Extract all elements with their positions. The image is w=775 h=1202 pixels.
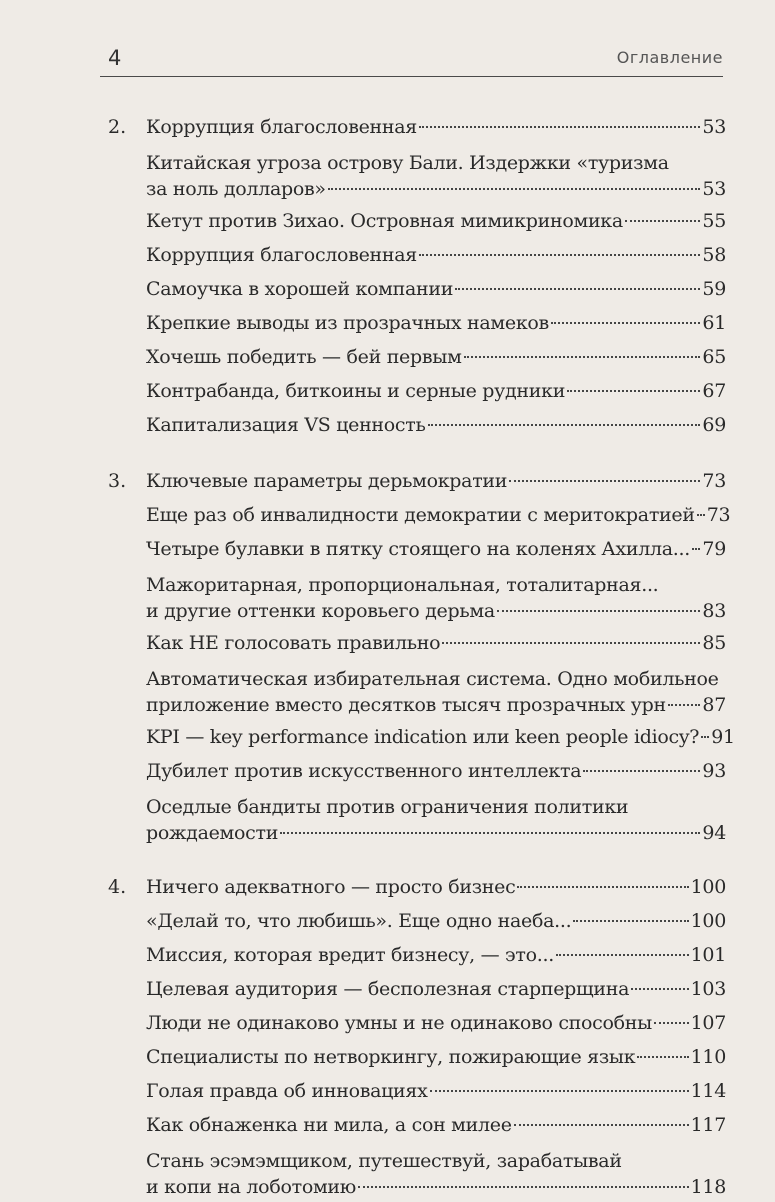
dot-leader [567, 390, 700, 392]
page-ref: 103 [690, 978, 726, 1000]
entry-title: Люди не одинаково умны и не одинаково способны [146, 1012, 652, 1034]
toc-entry [146, 660, 726, 720]
section-number: 4. [108, 876, 127, 898]
entry-title: Как НЕ голосовать правильно [146, 632, 441, 654]
page-ref: 61 [702, 312, 726, 334]
page-ref: 53 [702, 116, 726, 138]
entry-title-line: и другие оттенки коровьего дерьма [146, 600, 495, 622]
entry-title-line: Стань эсэмэмщиком, путешествуй, зарабатывай [146, 1150, 622, 1172]
dot-leader [637, 1056, 688, 1058]
page-ref: 118 [690, 1176, 726, 1198]
toc-entry [146, 904, 726, 938]
entry-title: Контрабанда, биткоины и серные рудники [146, 380, 566, 402]
dot-leader [692, 548, 700, 550]
entry-title: Капитализация VS ценность [146, 414, 426, 436]
dot-leader [551, 322, 700, 324]
dot-leader [419, 254, 700, 256]
toc-entry [146, 238, 726, 272]
table-of-contents [108, 110, 735, 1202]
dot-leader [497, 610, 701, 612]
page-ref: 101 [690, 944, 726, 966]
page-ref: 91 [711, 726, 735, 748]
toc-entry [146, 1142, 726, 1202]
page-header [100, 46, 723, 77]
page-ref: 73 [706, 504, 731, 526]
toc-entry [146, 1006, 726, 1040]
page-ref: 114 [690, 1080, 726, 1102]
page-number: 4 [108, 46, 122, 70]
toc-entry [146, 938, 726, 972]
entry-title-line: за ноль долларов» [146, 178, 326, 200]
dot-leader [442, 642, 700, 644]
page-ref: 73 [702, 470, 726, 492]
toc-entry [146, 1040, 726, 1074]
section-number: 2. [108, 116, 127, 138]
dot-leader [631, 988, 688, 990]
page-ref: 100 [690, 910, 726, 932]
dot-leader [514, 1124, 689, 1126]
dot-leader [328, 188, 701, 190]
entry-title: Четыре булавки в пятку стоящего на коленях Ахилла... [146, 538, 691, 560]
section-title: Коррупция благословенная [146, 116, 417, 138]
toc-entry [146, 626, 726, 660]
page-ref: 87 [702, 694, 726, 716]
page-ref: 93 [702, 760, 726, 782]
entry-title: Как обнаженка ни мила, а сон милее [146, 1114, 512, 1136]
entry-title: Самоучка в хорошей компании [146, 278, 454, 300]
dot-leader [455, 288, 700, 290]
section-title: Ключевые параметры дерьмократии [146, 470, 508, 492]
section-spacer [108, 848, 726, 870]
entry-title: Крепкие выводы из прозрачных намеков [146, 312, 549, 334]
entry-title: Целевая аудитория — бесполезная старперщина [146, 978, 630, 1000]
toc-entry [146, 972, 726, 1006]
entry-title: Голая правда об инновациях [146, 1080, 428, 1102]
dot-leader [509, 480, 700, 482]
toc-section-4 [108, 870, 726, 1202]
page-ref: 79 [702, 538, 726, 560]
page-ref: 59 [702, 278, 726, 300]
dot-leader [517, 886, 688, 888]
dot-leader [701, 736, 709, 738]
toc-entry [146, 1108, 726, 1142]
dot-leader [654, 1022, 689, 1024]
dot-leader [625, 220, 701, 222]
entry-title-line: и копи на лоботомию [146, 1176, 357, 1198]
entry-title: Дубилет против искусственного интеллекта [146, 760, 582, 782]
page-ref: 94 [702, 822, 726, 844]
toc-entry [146, 374, 726, 408]
entry-title: Кетут против Зихао. Островная мимикриномика [146, 210, 623, 232]
entry-title: KPI — key performance indication или keen people idiocy? [146, 726, 700, 748]
toc-entry [146, 788, 726, 848]
toc-entry [146, 532, 726, 566]
dot-leader [358, 1186, 689, 1188]
page-ref: 110 [690, 1046, 726, 1068]
section-spacer [108, 442, 726, 464]
page-ref: 100 [690, 876, 726, 898]
toc-entry [146, 1074, 726, 1108]
dot-leader [583, 770, 700, 772]
toc-entry [146, 408, 726, 442]
toc-section-3 [108, 464, 735, 848]
entry-title-line: Мажоритарная, пропорциональная, тоталитарная... [146, 574, 659, 596]
dot-leader [668, 704, 701, 706]
page-ref: 69 [702, 414, 726, 436]
entry-title: Хочешь победить — бей первым [146, 346, 462, 368]
entry-title: Миссия, которая вредит бизнесу, — это... [146, 944, 554, 966]
toc-section-2 [108, 110, 726, 442]
page-ref: 55 [702, 210, 726, 232]
section-number: 3. [108, 470, 127, 492]
entry-title-line: приложение вместо десятков тысяч прозрачных урн [146, 694, 666, 716]
section-heading [146, 464, 726, 498]
page-ref: 107 [690, 1012, 726, 1034]
toc-entry [146, 754, 726, 788]
section-title: Ничего адекватного — просто бизнес [146, 876, 516, 898]
dot-leader [464, 356, 701, 358]
dot-leader [419, 126, 700, 128]
entry-title: Еще раз об инвалидности демократии с меритократией [146, 504, 695, 526]
dot-leader [430, 1090, 689, 1092]
dot-leader [280, 832, 700, 834]
entry-title-line: рождаемости [146, 822, 279, 844]
dot-leader [428, 424, 701, 426]
page-ref: 53 [702, 178, 726, 200]
dot-leader [697, 514, 705, 516]
toc-entry [146, 144, 726, 204]
dot-leader [573, 920, 688, 922]
page-ref: 67 [702, 380, 726, 402]
entry-title: «Делай то, что любишь». Еще одно наеба... [146, 910, 572, 932]
toc-entry [146, 720, 735, 754]
entry-title-line: Автоматическая избирательная система. Одно мобильное [146, 668, 719, 690]
running-title: Оглавление [616, 48, 723, 67]
toc-entry [146, 306, 726, 340]
entry-title-line: Китайская угроза острову Бали. Издержки «туризма [146, 152, 669, 174]
toc-entry [146, 340, 726, 374]
toc-entry [146, 566, 726, 626]
page-ref: 117 [690, 1114, 726, 1136]
page-ref: 85 [702, 632, 726, 654]
toc-entry [146, 272, 726, 306]
page-ref: 58 [702, 244, 726, 266]
entry-title: Специалисты по нетворкингу, пожирающие язык [146, 1046, 636, 1068]
page-ref: 65 [702, 346, 726, 368]
entry-title-line: Оседлые бандиты против ограничения политики [146, 796, 629, 818]
entry-title: Коррупция благословенная [146, 244, 417, 266]
dot-leader [556, 954, 689, 956]
section-heading [146, 110, 726, 144]
page-ref: 83 [702, 600, 726, 622]
toc-entry [146, 498, 731, 532]
section-heading [146, 870, 726, 904]
toc-entry [146, 204, 726, 238]
